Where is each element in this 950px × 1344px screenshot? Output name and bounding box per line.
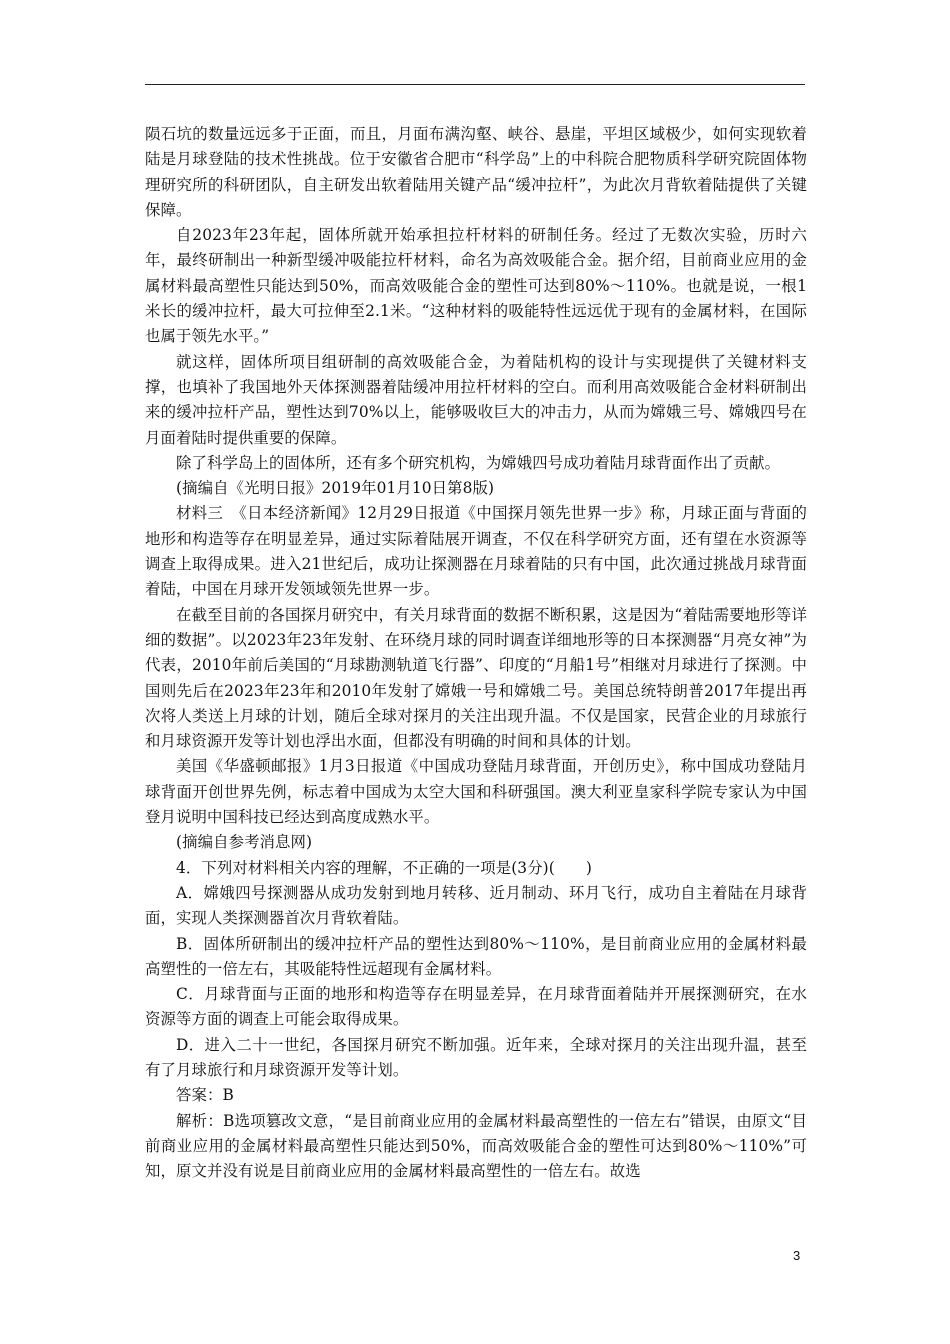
- paragraph-2: 自2023年23年起，固体所就开始承担拉杆材料的研制任务。经过了无数次实验，历时六年，最终研制出一种新型缓冲吸能拉杆材料，命名为高效吸能合金。据介绍，目前商业应用的金属材料最高塑性只能达到50%，而高效吸能合金的塑性可达到80%～110%。也就是说，一根1米长的缓冲拉杆，最大可拉伸至2.1米。“这种材料的吸能特性远远优于现有的金属材料，在国际也属于领先水平。”: [145, 226, 807, 346]
- paragraph-8: 美国《华盛顿邮报》1月3日报道《中国成功登陆月球背面，开创历史》，称中国成功登陆月球背面开创世界先例，标志着中国成为太空大国和科研强国。澳大利亚皇家科学院专家认为中国登月说明中国科技已经达到高度成熟水平。: [145, 757, 807, 827]
- question-4: 4．下列对材料相关内容的理解，不正确的一项是(3分)( ): [176, 858, 592, 877]
- option-c: C．月球背面与正面的地形和构造等存在明显差异，在月球背面着陆并开展探测研究，在水资源等方面的调查上可能会取得成果。: [145, 985, 807, 1029]
- page-number: 3: [793, 1248, 801, 1263]
- explanation: 解析：B选项篡改文意，“是目前商业应用的金属材料最高塑性的一倍左右”错误，由原文“目前商业应用的金属材料最高塑性只能达到50%，而高效吸能合金的塑性可达到80%～110%”可知，原文并没有说是目前商业应用的金属材料最高塑性的一倍左右。故选: [145, 1111, 807, 1181]
- material-three-paragraph: 材料三 《日本经济新闻》12月29日报道《中国探月领先世界一步》称，月球正面与背面的地形和构造等存在明显差异，通过实际着陆展开调查，不仅在科学研究方面，还有望在水资源等调查上取得成果。进入21世纪后，成功让探测器在月球着陆的只有中国，此次通过挑战月球背面着陆，中国在月球开发领域领先世界一步。: [145, 504, 807, 599]
- option-d: D．进入二十一世纪，各国探月研究不断加强。近年来，全球对探月的关注出现升温，甚至有了月球旅行和月球资源开发等计划。: [145, 1035, 807, 1079]
- answer: 答案：B: [176, 1086, 234, 1105]
- paragraph-4: 除了科学岛上的固体所，还有多个研究机构，为嫦娥四号成功着陆月球背面作出了贡献。: [176, 453, 781, 472]
- paragraph-1: 陨石坑的数量远远多于正面，而且，月面布满沟壑、峡谷、悬崖，平坦区域极少，如何实现软着陆是月球登陆的技术性挑战。位于安徽省合肥市“科学岛”上的中科院合肥物质科学研究院固体物理研究所的科研团队，自主研发出软着陆用关键产品“缓冲拉杆”，为此次月背软着陆提供了关键保障。: [145, 125, 807, 219]
- header-rule: [145, 84, 805, 85]
- option-b: B．固体所研制出的缓冲拉杆产品的塑性达到80%～110%，是目前商业应用的金属材料最高塑性的一倍左右，其吸能特性远超现有金属材料。: [145, 934, 807, 978]
- source-citation-2: (摘编自参考消息网): [176, 833, 313, 852]
- body-text: [145, 122, 807, 1184]
- paragraph-7: 在截至目前的各国探月研究中，有关月球背面的数据不断积累，这是因为“着陆需要地形等详细的数据”。以2023年23年发射、在环绕月球的同时调查详细地形等的日本探测器“月亮女神”为代表，2010年前后美国的“月球勘测轨道飞行器”、印度的“月船1号”相继对月球进行了探测。中国则先后在2023年23年和2010年发射了嫦娥一号和嫦娥二号。美国总统特朗普2017年提出再次将人类送上月球的计划，随后全球对探月的关注出现升温。不仅是国家，民营企业的月球旅行和月球资源开发等计划也浮出水面，但都没有明确的时间和具体的计划。: [145, 605, 807, 751]
- option-a: A．嫦娥四号探测器从成功发射到地月转移、近月制动、环月飞行，成功自主着陆在月球背面，实现人类探测器首次月背软着陆。: [145, 883, 807, 928]
- paragraph-3: 就这样，固体所项目组研制的高效吸能合金，为着陆机构的设计与实现提供了关键材料支撑，也填补了我国地外天体探测器着陆缓冲用拉杆材料的空白。而利用高效吸能合金材料研制出来的缓冲拉杆产品，塑性达到70%以上，能够吸收巨大的冲击力，从而为嫦娥三号、嫦娥四号在月面着陆时提供重要的保障。: [145, 352, 807, 447]
- source-citation-1: (摘编自《光明日报》2019年01月10日第8版): [176, 479, 495, 498]
